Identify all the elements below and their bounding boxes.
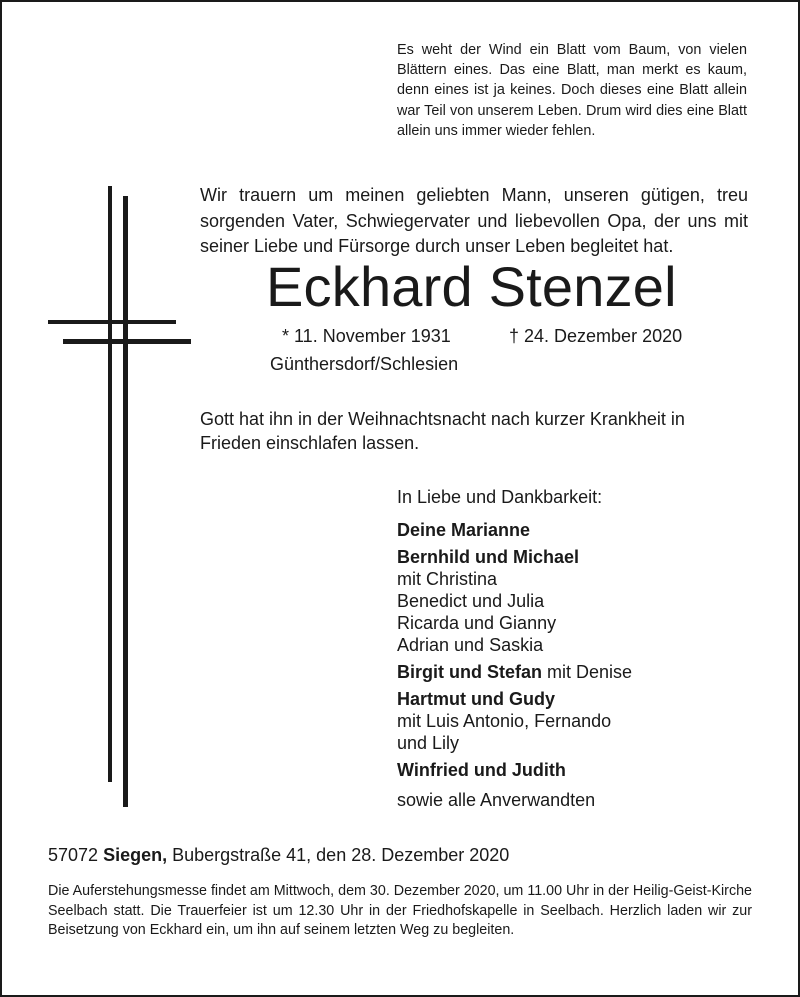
mourner-name: Winfried und Judith bbox=[397, 760, 566, 780]
cross-vertical-left bbox=[108, 186, 112, 782]
mourner-line: und Lily bbox=[397, 733, 460, 753]
mourner-group bbox=[397, 546, 757, 656]
mourner-name: Bernhild und Michael bbox=[397, 547, 580, 567]
mourner-group bbox=[397, 661, 757, 683]
address-zip: 57072 bbox=[48, 845, 104, 865]
death-date: † 24. Dezember 2020 bbox=[509, 326, 683, 346]
mourners-lead: In Liebe und Dankbarkeit: bbox=[397, 487, 603, 507]
mourner-line: mit Christina bbox=[397, 569, 498, 589]
intro-text: Wir trauern um meinen geliebten Mann, unseren gütigen, treu sorgenden Vater, Schwiegervater und liebevollen Opa, der uns mit seiner Liebe und Fürsorge durch unser Leben begleitet hat. bbox=[200, 185, 748, 256]
cross-horizontal-top bbox=[48, 320, 176, 324]
mourner-name: Birgit und Stefan bbox=[397, 662, 542, 682]
poem-text: Es weht der Wind ein Blatt vom Baum, von vielen Blättern eines. Das eine Blatt, man merkt es kaum, denn eines ist ja keines. Doch dieses eine Blatt allein war Teil von unserem Leben. Drum wird dies eine Blatt allein uns immer wieder fehlen. bbox=[397, 42, 747, 139]
address-line bbox=[48, 845, 509, 866]
mourners-closing: sowie alle Anverwandten bbox=[397, 790, 596, 810]
mourner-group bbox=[397, 759, 757, 781]
mourner-line: mit Luis Antonio, Fernando bbox=[397, 711, 612, 731]
cross-horizontal-bottom bbox=[63, 339, 191, 344]
birthplace: Günthersdorf/Schlesien bbox=[270, 354, 459, 374]
mourner-name: Deine Marianne bbox=[397, 520, 531, 540]
mourner-line: Adrian und Saskia bbox=[397, 635, 544, 655]
mourner-group bbox=[397, 688, 757, 754]
cross-vertical-right bbox=[123, 196, 128, 807]
address-city: Siegen, bbox=[103, 845, 168, 865]
mourner-name: Hartmut und Gudy bbox=[397, 689, 555, 709]
service-info: Die Auferstehungsmesse findet am Mittwoch, dem 30. Dezember 2020, um 11.00 Uhr in der Heilig-Geist-Kirche Seelbach statt. Die Trauerfeier ist um 12.30 Uhr in der Friedhofskapelle in Seelbach. Herzlich laden wir zur Beisetzung von Eckhard ein, um ihn auf seinem letzten Weg zu begleiten. bbox=[48, 883, 752, 939]
birth-date: * 11. November 1931 bbox=[282, 326, 451, 346]
address-rest: Bubergstraße 41, den 28. Dezember 2020 bbox=[167, 845, 510, 865]
mourner-line: Benedict und Julia bbox=[397, 591, 545, 611]
passing-statement: Gott hat ihn in der Weihnachtsnacht nach kurzer Krankheit in Frieden einschlafen lassen. bbox=[200, 409, 685, 453]
mourners-list bbox=[397, 486, 757, 811]
mourner-line: mit Denise bbox=[542, 662, 633, 682]
deceased-name: Eckhard Stenzel bbox=[266, 255, 677, 318]
mourner-group bbox=[397, 519, 757, 541]
mourner-line: Ricarda und Gianny bbox=[397, 613, 557, 633]
